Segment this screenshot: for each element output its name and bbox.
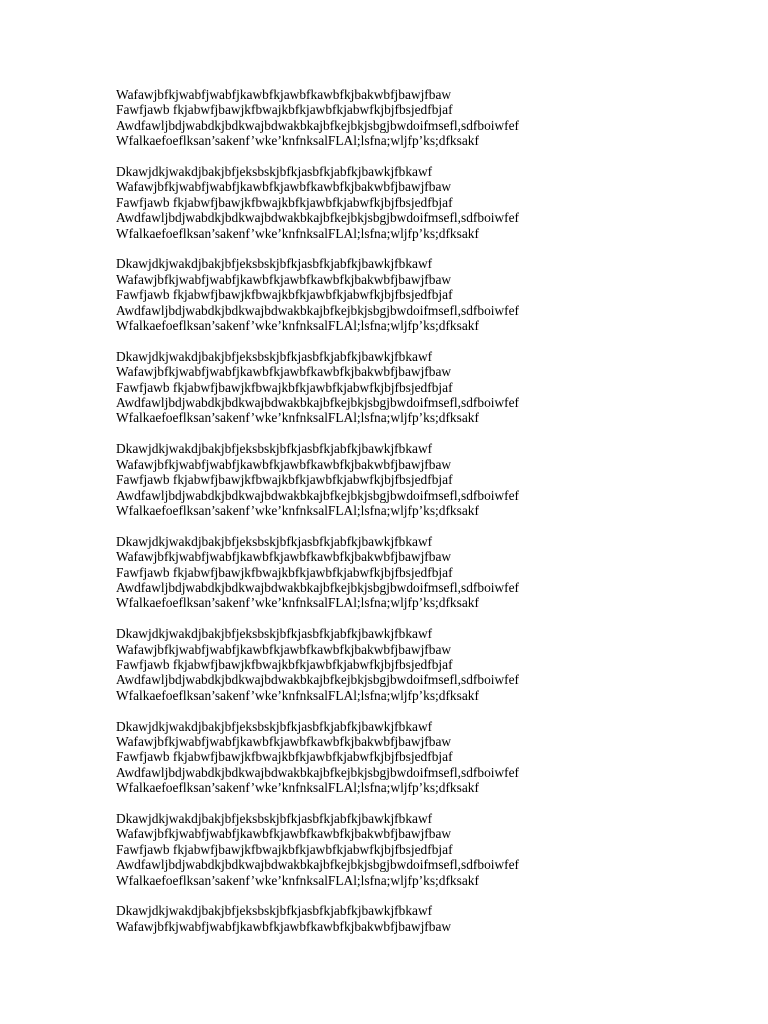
text-line: Dkawjdkjwakdjbakjbfjeksbskjbfkjasbfkjabfkjbawkjfbkawf [116,164,433,180]
text-line: Dkawjdkjwakdjbakjbfjeksbskjbfkjasbfkjabfkjbawkjfbkawf [116,533,433,549]
text-line: Dkawjdkjwakdjbakjbfjeksbskjbfkjasbfkjabfkjbawkjfbkawf [116,348,433,364]
text-line: Dkawjdkjwakdjbakjbfjeksbskjbfkjasbfkjabfkjbawkjfbkawf [116,903,433,919]
paragraph [116,903,736,934]
text-line: Fawfjawb fkjabwfjbawjkfbwajkbfkjawbfkjabwfkjbjfbsjedfbjaf [116,472,453,488]
text-line: Awdfawljbdjwabdkjbdkwajbdwakbkajbfkejbkjsbgjbwdoifmsefl,sdfboiwfef [116,764,520,780]
text-line: Fawfjawb fkjabwfjbawjkfbwajkbfkjawbfkjabwfkjbjfbsjedfbjaf [116,749,453,765]
paragraph [116,811,736,888]
text-line: Awdfawljbdjwabdkjbdkwajbdwakbkajbfkejbkjsbgjbwdoifmsefl,sdfboiwfef [116,857,520,873]
text-line: Awdfawljbdjwabdkjbdkwajbdwakbkajbfkejbkjsbgjbwdoifmsefl,sdfboiwfef [116,579,520,595]
paragraph [116,87,736,149]
paragraph [116,349,736,426]
paragraph [116,441,736,518]
text-line: Awdfawljbdjwabdkjbdkwajbdwakbkajbfkejbkjsbgjbwdoifmsefl,sdfboiwfef [116,672,520,688]
text-line: Fawfjawb fkjabwfjbawjkfbwajkbfkjawbfkjabwfkjbjfbsjedfbjaf [116,194,453,210]
text-line: Awdfawljbdjwabdkjbdkwajbdwakbkajbfkejbkjsbgjbwdoifmsefl,sdfboiwfef [116,487,520,503]
paragraph [116,534,736,611]
text-line: Dkawjdkjwakdjbakjbfjeksbskjbfkjasbfkjabfkjbawkjfbkawf [116,626,433,642]
text-line: Wfalkaefoeflksan’sakenf’wke’knfnksalFLAl;lsfna;wljfp’ks;dfksakf [116,133,479,149]
text-line: Fawfjawb fkjabwfjbawjkfbwajkbfkjawbfkjabwfkjbjfbsjedfbjaf [116,564,453,580]
text-line: Wafawjbfkjwabfjwabfjkawbfkjawbfkawbfkjbakwbfjbawjfbaw [116,826,452,842]
paragraph [116,626,736,703]
text-line: Wfalkaefoeflksan’sakenf’wke’knfnksalFLAl;lsfna;wljfp’ks;dfksakf [116,225,479,241]
text-line: Fawfjawb fkjabwfjbawjkfbwajkbfkjawbfkjabwfkjbjfbsjedfbjaf [116,656,453,672]
text-line: Fawfjawb fkjabwfjbawjkfbwajkbfkjawbfkjabwfkjbjfbsjedfbjaf [116,102,453,118]
text-line: Wafawjbfkjwabfjwabfjkawbfkjawbfkawbfkjbakwbfjbawjfbaw [116,271,452,287]
text-line: Wfalkaefoeflksan’sakenf’wke’knfnksalFLAl;lsfna;wljfp’ks;dfksakf [116,318,479,334]
text-line: Wafawjbfkjwabfjwabfjkawbfkjawbfkawbfkjbakwbfjbawjfbaw [116,364,452,380]
text-line: Wafawjbfkjwabfjwabfjkawbfkjawbfkawbfkjbakwbfjbawjfbaw [116,733,452,749]
text-line: Awdfawljbdjwabdkjbdkwajbdwakbkajbfkejbkjsbgjbwdoifmsefl,sdfboiwfef [116,302,520,318]
text-line: Fawfjawb fkjabwfjbawjkfbwajkbfkjawbfkjabwfkjbjfbsjedfbjaf [116,841,453,857]
text-line: Awdfawljbdjwabdkjbdkwajbdwakbkajbfkejbkjsbgjbwdoifmsefl,sdfboiwfef [116,395,520,411]
text-line: Wfalkaefoeflksan’sakenf’wke’knfnksalFLAl;lsfna;wljfp’ks;dfksakf [116,410,479,426]
text-line: Dkawjdkjwakdjbakjbfjeksbskjbfkjasbfkjabfkjbawkjfbkawf [116,718,433,734]
text-line: Wfalkaefoeflksan’sakenf’wke’knfnksalFLAl;lsfna;wljfp’ks;dfksakf [116,502,479,518]
text-line: Dkawjdkjwakdjbakjbfjeksbskjbfkjasbfkjabfkjbawkjfbkawf [116,810,433,826]
text-line: Wafawjbfkjwabfjwabfjkawbfkjawbfkawbfkjbakwbfjbawjfbaw [116,918,452,934]
paragraph [116,164,736,241]
text-line: Wafawjbfkjwabfjwabfjkawbfkjawbfkawbfkjbakwbfjbawjfbaw [116,549,452,565]
text-line: Wafawjbfkjwabfjwabfjkawbfkjawbfkawbfkjbakwbfjbawjfbaw [116,179,452,195]
text-line: Fawfjawb fkjabwfjbawjkfbwajkbfkjawbfkjabwfkjbjfbsjedfbjaf [116,379,453,395]
text-line: Wafawjbfkjwabfjwabfjkawbfkjawbfkawbfkjbakwbfjbawjfbaw [116,456,452,472]
text-line: Fawfjawb fkjabwfjbawjkfbwajkbfkjawbfkjabwfkjbjfbsjedfbjaf [116,287,453,303]
paragraph [116,719,736,796]
text-line: Wafawjbfkjwabfjwabfjkawbfkjawbfkawbfkjbakwbfjbawjfbaw [116,641,452,657]
text-line: Dkawjdkjwakdjbakjbfjeksbskjbfkjasbfkjabfkjbawkjfbkawf [116,256,433,272]
text-line: Wfalkaefoeflksan’sakenf’wke’knfnksalFLAl;lsfna;wljfp’ks;dfksakf [116,687,479,703]
text-line: Wfalkaefoeflksan’sakenf’wke’knfnksalFLAl;lsfna;wljfp’ks;dfksakf [116,872,479,888]
text-line: Wfalkaefoeflksan’sakenf’wke’knfnksalFLAl;lsfna;wljfp’ks;dfksakf [116,595,479,611]
document-body [116,87,736,950]
text-line: Wfalkaefoeflksan’sakenf’wke’knfnksalFLAl;lsfna;wljfp’ks;dfksakf [116,780,479,796]
text-line: Awdfawljbdjwabdkjbdkwajbdwakbkajbfkejbkjsbgjbwdoifmsefl,sdfboiwfef [116,117,520,133]
text-line: Awdfawljbdjwabdkjbdkwajbdwakbkajbfkejbkjsbgjbwdoifmsefl,sdfboiwfef [116,210,520,226]
text-line: Wafawjbfkjwabfjwabfjkawbfkjawbfkawbfkjbakwbfjbawjfbaw [116,87,452,102]
paragraph [116,256,736,333]
text-line: Dkawjdkjwakdjbakjbfjeksbskjbfkjasbfkjabfkjbawkjfbkawf [116,441,433,457]
